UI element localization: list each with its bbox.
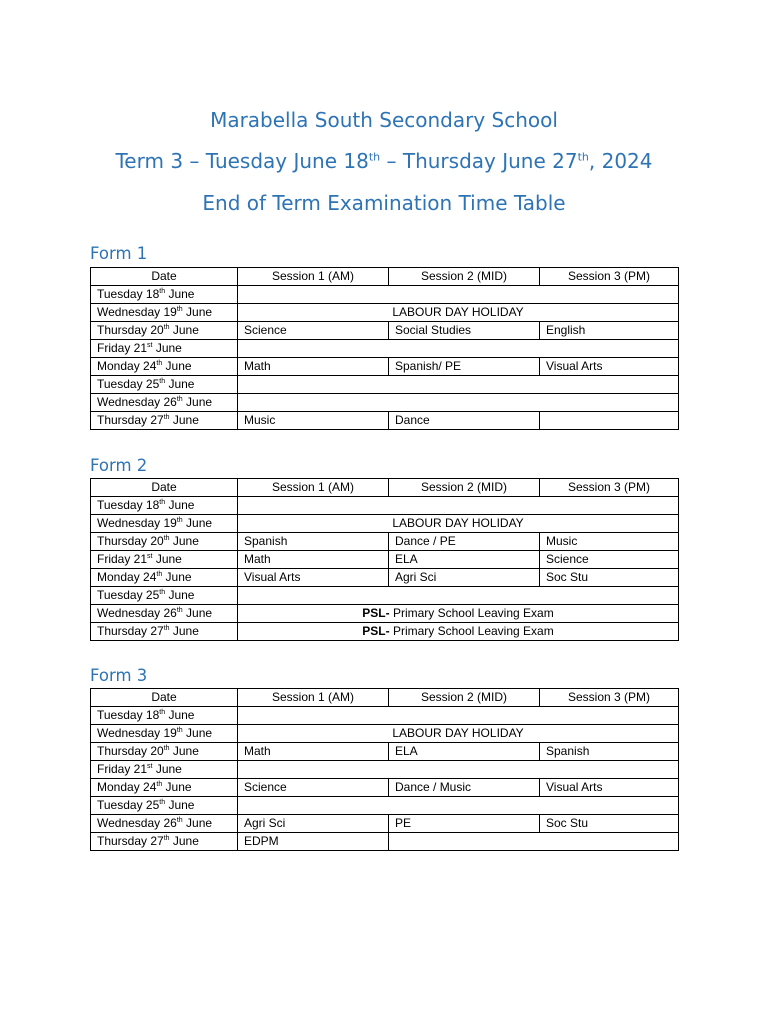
date-ordinal: st	[147, 553, 153, 560]
table-row	[91, 358, 679, 376]
date-month: June	[169, 744, 199, 758]
merged-session-cell	[238, 286, 679, 304]
date-cell	[91, 515, 238, 533]
merged-session-cell	[238, 761, 679, 779]
date-cell	[91, 551, 238, 569]
date-ordinal: th	[159, 378, 166, 385]
table-row	[91, 743, 679, 761]
session-2-cell: Spanish/ PE	[389, 358, 540, 376]
table-row	[91, 533, 679, 551]
header-row	[91, 689, 679, 707]
date-month: June	[162, 359, 192, 373]
date-cell	[91, 340, 238, 358]
date-ordinal: th	[156, 360, 163, 367]
date-day: Tuesday 18	[97, 287, 160, 301]
school-name: Marabella South Secondary School	[210, 108, 558, 132]
merged-session-cell	[238, 623, 679, 641]
date-month: June	[165, 708, 195, 722]
date-cell	[91, 286, 238, 304]
session-2-cell: Dance / Music	[389, 779, 540, 797]
merged-session-text: Primary School Leaving Exam	[389, 624, 554, 638]
form-1-title: Form 1	[90, 244, 148, 263]
date-day: Tuesday 25	[97, 377, 160, 391]
date-day: Thursday 20	[97, 744, 164, 758]
date-day: Thursday 27	[97, 413, 164, 427]
date-ordinal: th	[176, 727, 183, 734]
session-2-cell: ELA	[389, 551, 540, 569]
table-row	[91, 376, 679, 394]
date-day: Monday 24	[97, 570, 157, 584]
date-ordinal: th	[156, 571, 163, 578]
date-ordinal: th	[159, 288, 166, 295]
table-row	[91, 815, 679, 833]
date-month: June	[165, 287, 195, 301]
date-ordinal: th	[156, 781, 163, 788]
term-prefix: Term 3 – Tuesday June 18	[115, 149, 369, 173]
session-3-column-header: Session 3 (PM)	[540, 689, 679, 707]
term-sup-2: th	[577, 150, 589, 164]
session-2-cell: Dance	[389, 412, 540, 430]
date-day: Wednesday 26	[97, 816, 177, 830]
date-month: June	[182, 606, 213, 620]
date-day: Monday 24	[97, 780, 157, 794]
date-month: June	[182, 516, 213, 530]
date-ordinal: th	[176, 607, 183, 614]
table-row	[91, 286, 679, 304]
date-ordinal: th	[176, 817, 183, 824]
date-cell	[91, 533, 238, 551]
session-3-column-header: Session 3 (PM)	[540, 268, 679, 286]
date-cell	[91, 497, 238, 515]
date-month: June	[169, 534, 199, 548]
exam-code: PSL-	[362, 606, 390, 620]
form-3-table	[90, 688, 679, 851]
date-cell	[91, 833, 238, 851]
date-ordinal: st	[147, 763, 153, 770]
term-mid: – Thursday June 27	[380, 149, 578, 173]
date-cell	[91, 322, 238, 340]
term-dates	[0, 149, 768, 173]
table-row	[91, 515, 679, 533]
merged-session-cell	[238, 515, 679, 533]
merged-session-text: LABOUR DAY HOLIDAY	[392, 516, 524, 530]
term-suffix: , 2024	[588, 149, 653, 173]
date-cell	[91, 358, 238, 376]
session-3-cell	[540, 412, 679, 430]
date-ordinal: th	[176, 306, 183, 313]
date-day: Wednesday 26	[97, 395, 177, 409]
session-1-column-header: Session 1 (AM)	[238, 689, 389, 707]
merged-session-text: LABOUR DAY HOLIDAY	[392, 305, 524, 319]
date-day: Wednesday 19	[97, 726, 177, 740]
merged-session-cell	[238, 340, 679, 358]
date-day: Tuesday 18	[97, 498, 160, 512]
session-1-cell: Music	[238, 412, 389, 430]
date-column-header: Date	[91, 689, 238, 707]
date-ordinal: th	[176, 396, 183, 403]
session-2-cell: ELA	[389, 743, 540, 761]
date-cell	[91, 743, 238, 761]
date-month: June	[169, 624, 199, 638]
form-3-title: Form 3	[90, 666, 148, 685]
table-row	[91, 761, 679, 779]
table-row	[91, 725, 679, 743]
date-cell	[91, 707, 238, 725]
date-column-header: Date	[91, 479, 238, 497]
date-ordinal: th	[163, 625, 170, 632]
date-cell	[91, 725, 238, 743]
table-row	[91, 322, 679, 340]
session-1-cell: Agri Sci	[238, 815, 389, 833]
date-cell	[91, 605, 238, 623]
date-month: June	[182, 726, 213, 740]
date-cell	[91, 779, 238, 797]
merged-session-cell	[238, 394, 679, 412]
date-ordinal: th	[163, 414, 170, 421]
table-row	[91, 605, 679, 623]
date-month: June	[169, 834, 199, 848]
date-day: Friday 21	[97, 341, 148, 355]
date-month: June	[182, 395, 213, 409]
session-2-column-header: Session 2 (MID)	[389, 479, 540, 497]
date-month: June	[165, 798, 195, 812]
date-day: Wednesday 19	[97, 516, 177, 530]
table-row	[91, 833, 679, 851]
merged-session-text: Primary School Leaving Exam	[389, 606, 554, 620]
date-month: June	[182, 305, 213, 319]
date-day: Thursday 27	[97, 834, 164, 848]
date-cell	[91, 623, 238, 641]
session-1-cell: EDPM	[238, 833, 389, 851]
merged-session-cell	[238, 376, 679, 394]
date-month: June	[152, 341, 182, 355]
date-ordinal: th	[163, 835, 170, 842]
session-3-cell: Visual Arts	[540, 358, 679, 376]
date-ordinal: th	[159, 499, 166, 506]
session-3-cell: Music	[540, 533, 679, 551]
date-ordinal: th	[159, 589, 166, 596]
date-month: June	[165, 377, 195, 391]
session-1-cell: Visual Arts	[238, 569, 389, 587]
date-ordinal: st	[147, 342, 153, 349]
date-day: Friday 21	[97, 552, 148, 566]
table-row	[91, 304, 679, 322]
table-row	[91, 779, 679, 797]
date-day: Friday 21	[97, 762, 148, 776]
date-month: June	[169, 413, 199, 427]
session-1-cell: Science	[238, 779, 389, 797]
merged-session-cell	[238, 605, 679, 623]
session-3-cell: Soc Stu	[540, 569, 679, 587]
date-cell	[91, 412, 238, 430]
table-row	[91, 587, 679, 605]
date-ordinal: th	[159, 799, 166, 806]
date-cell	[91, 376, 238, 394]
date-day: Thursday 20	[97, 323, 164, 337]
session-2-cell: Dance / PE	[389, 533, 540, 551]
table-row	[91, 394, 679, 412]
session-2-column-header: Session 2 (MID)	[389, 689, 540, 707]
date-month: June	[169, 323, 199, 337]
form-1-table	[90, 267, 679, 430]
session-2-cell: Social Studies	[389, 322, 540, 340]
date-day: Tuesday 18	[97, 708, 160, 722]
date-cell	[91, 569, 238, 587]
date-ordinal: th	[176, 517, 183, 524]
merged-session-cell	[238, 497, 679, 515]
session-3-cell: Soc Stu	[540, 815, 679, 833]
merged-session-cell	[238, 587, 679, 605]
session-1-column-header: Session 1 (AM)	[238, 479, 389, 497]
date-ordinal: th	[163, 324, 170, 331]
form-2-title: Form 2	[90, 456, 148, 475]
document-subtitle: End of Term Examination Time Table	[202, 191, 566, 215]
session-2-cell: Agri Sci	[389, 569, 540, 587]
session-3-cell: Science	[540, 551, 679, 569]
date-day: Tuesday 25	[97, 798, 160, 812]
date-cell	[91, 394, 238, 412]
date-month: June	[182, 816, 213, 830]
merged-session-cell	[389, 833, 679, 851]
session-1-column-header: Session 1 (AM)	[238, 268, 389, 286]
date-month: June	[162, 780, 192, 794]
date-cell	[91, 587, 238, 605]
date-ordinal: th	[163, 745, 170, 752]
date-ordinal: th	[163, 535, 170, 542]
date-month: June	[165, 498, 195, 512]
date-day: Tuesday 25	[97, 588, 160, 602]
table-row	[91, 551, 679, 569]
date-month: June	[165, 588, 195, 602]
session-1-cell: Spanish	[238, 533, 389, 551]
header-row	[91, 268, 679, 286]
date-month: June	[152, 552, 182, 566]
merged-session-cell	[238, 797, 679, 815]
session-1-cell: Math	[238, 743, 389, 761]
date-day: Monday 24	[97, 359, 157, 373]
table-row	[91, 569, 679, 587]
merged-session-cell	[238, 725, 679, 743]
session-1-cell: Math	[238, 551, 389, 569]
date-month: June	[162, 570, 192, 584]
date-column-header: Date	[91, 268, 238, 286]
session-1-cell: Math	[238, 358, 389, 376]
table-row	[91, 623, 679, 641]
merged-session-cell	[238, 304, 679, 322]
form-2-table	[90, 478, 679, 641]
date-ordinal: th	[159, 709, 166, 716]
table-row	[91, 497, 679, 515]
session-2-column-header: Session 2 (MID)	[389, 268, 540, 286]
session-3-cell: Spanish	[540, 743, 679, 761]
date-cell	[91, 797, 238, 815]
date-day: Wednesday 19	[97, 305, 177, 319]
exam-code: PSL-	[362, 624, 390, 638]
date-cell	[91, 304, 238, 322]
session-3-cell: Visual Arts	[540, 779, 679, 797]
session-1-cell: Science	[238, 322, 389, 340]
term-sup-1: th	[368, 150, 381, 164]
table-row	[91, 412, 679, 430]
table-row	[91, 340, 679, 358]
table-row	[91, 707, 679, 725]
merged-session-text: LABOUR DAY HOLIDAY	[392, 726, 524, 740]
date-day: Thursday 20	[97, 534, 164, 548]
date-day: Thursday 27	[97, 624, 164, 638]
session-3-column-header: Session 3 (PM)	[540, 479, 679, 497]
date-month: June	[152, 762, 182, 776]
merged-session-cell	[238, 707, 679, 725]
session-3-cell: English	[540, 322, 679, 340]
date-cell	[91, 815, 238, 833]
date-day: Wednesday 26	[97, 606, 177, 620]
header-row	[91, 479, 679, 497]
date-cell	[91, 761, 238, 779]
table-row	[91, 797, 679, 815]
session-2-cell: PE	[389, 815, 540, 833]
